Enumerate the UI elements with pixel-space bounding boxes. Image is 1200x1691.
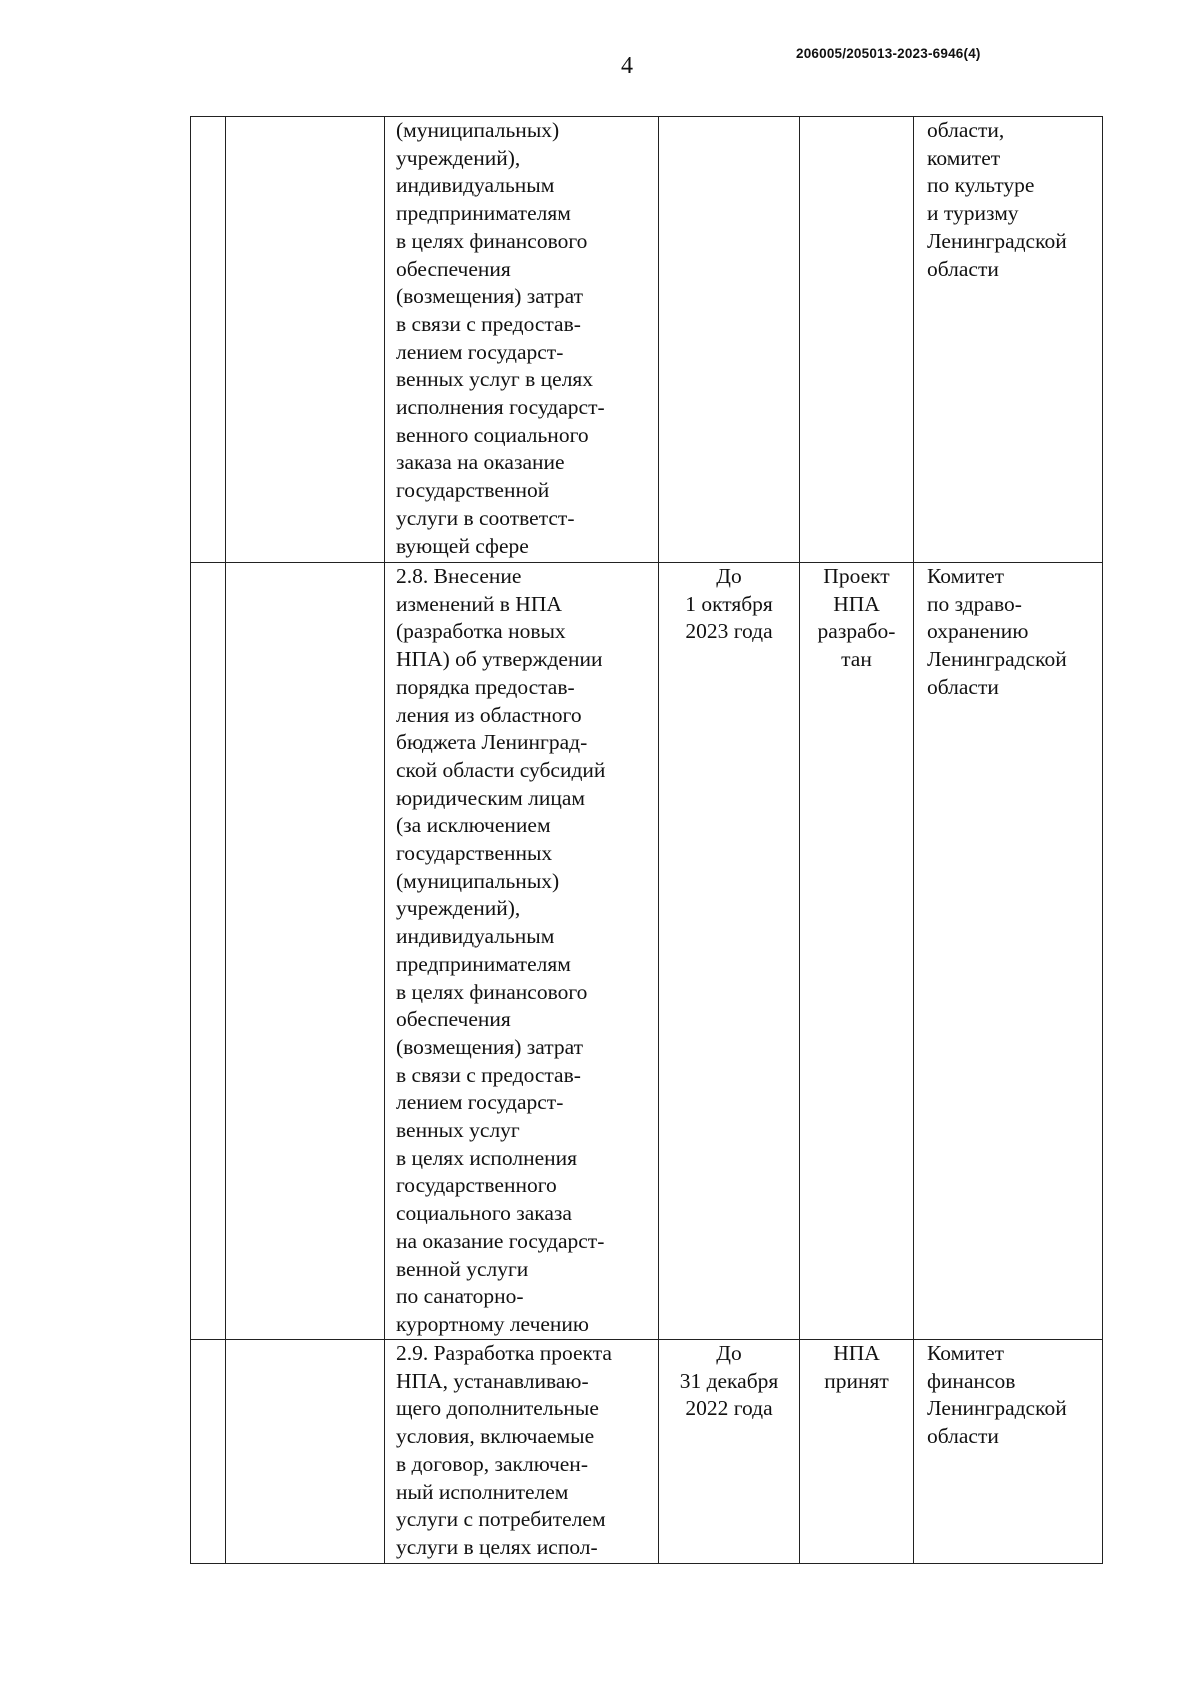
task-cell <box>226 563 385 1340</box>
responsible-cell: Комитет по здраво- охранению Ленинградской области <box>914 563 1103 1340</box>
measure-cell: (муниципальных) учреждений), индивидуальным предпринимателям в целях финансового обеспечения (возмещения) затрат в связи с предостав- лением государст- венных услуг в целях исполнения государст- венного социального заказа на оказание государственной услуги в соответст- вующей сфере <box>385 117 659 563</box>
responsible-cell: области, комитет по культуре и туризму Ленинградской области <box>914 117 1103 563</box>
measures-table <box>190 116 1103 1564</box>
result-cell <box>800 117 914 563</box>
deadline-cell: До 1 октября 2023 года <box>659 563 800 1340</box>
deadline-cell: До 31 декабря 2022 года <box>659 1340 800 1564</box>
result-cell: НПА принят <box>800 1340 914 1564</box>
row-number-cell <box>191 117 226 563</box>
document-id: 206005/205013-2023-6946(4) <box>796 46 981 61</box>
deadline-cell <box>659 117 800 563</box>
table-row <box>191 1340 1103 1564</box>
row-number-cell <box>191 1340 226 1564</box>
measure-cell: 2.9. Разработка проекта НПА, устанавливаю- щего дополнительные условия, включаемые в договор, заключен- ный исполнителем услуги с потребителем услуги в целях испол- <box>385 1340 659 1564</box>
row-number-cell <box>191 563 226 1340</box>
responsible-cell: Комитет финансов Ленинградской области <box>914 1340 1103 1564</box>
task-cell <box>226 1340 385 1564</box>
table-row <box>191 117 1103 563</box>
result-cell: Проект НПА разрабо- тан <box>800 563 914 1340</box>
page-number: 4 <box>621 53 633 79</box>
table-row <box>191 563 1103 1340</box>
measure-cell: 2.8. Внесение изменений в НПА (разработка новых НПА) об утверждении порядка предостав- ления из областного бюджета Ленинград- ской области субсидий юридическим лицам (за исключением государственных (муниципальных) учреждений), индивидуальным предпринимателям в целях финансового обеспечения (возмещения) затрат в связи с предостав- лением государст- венных услуг в целях исполнения государственного социального заказа на оказание государст- венной услуги по санаторно- курортному лечению <box>385 563 659 1340</box>
task-cell <box>226 117 385 563</box>
